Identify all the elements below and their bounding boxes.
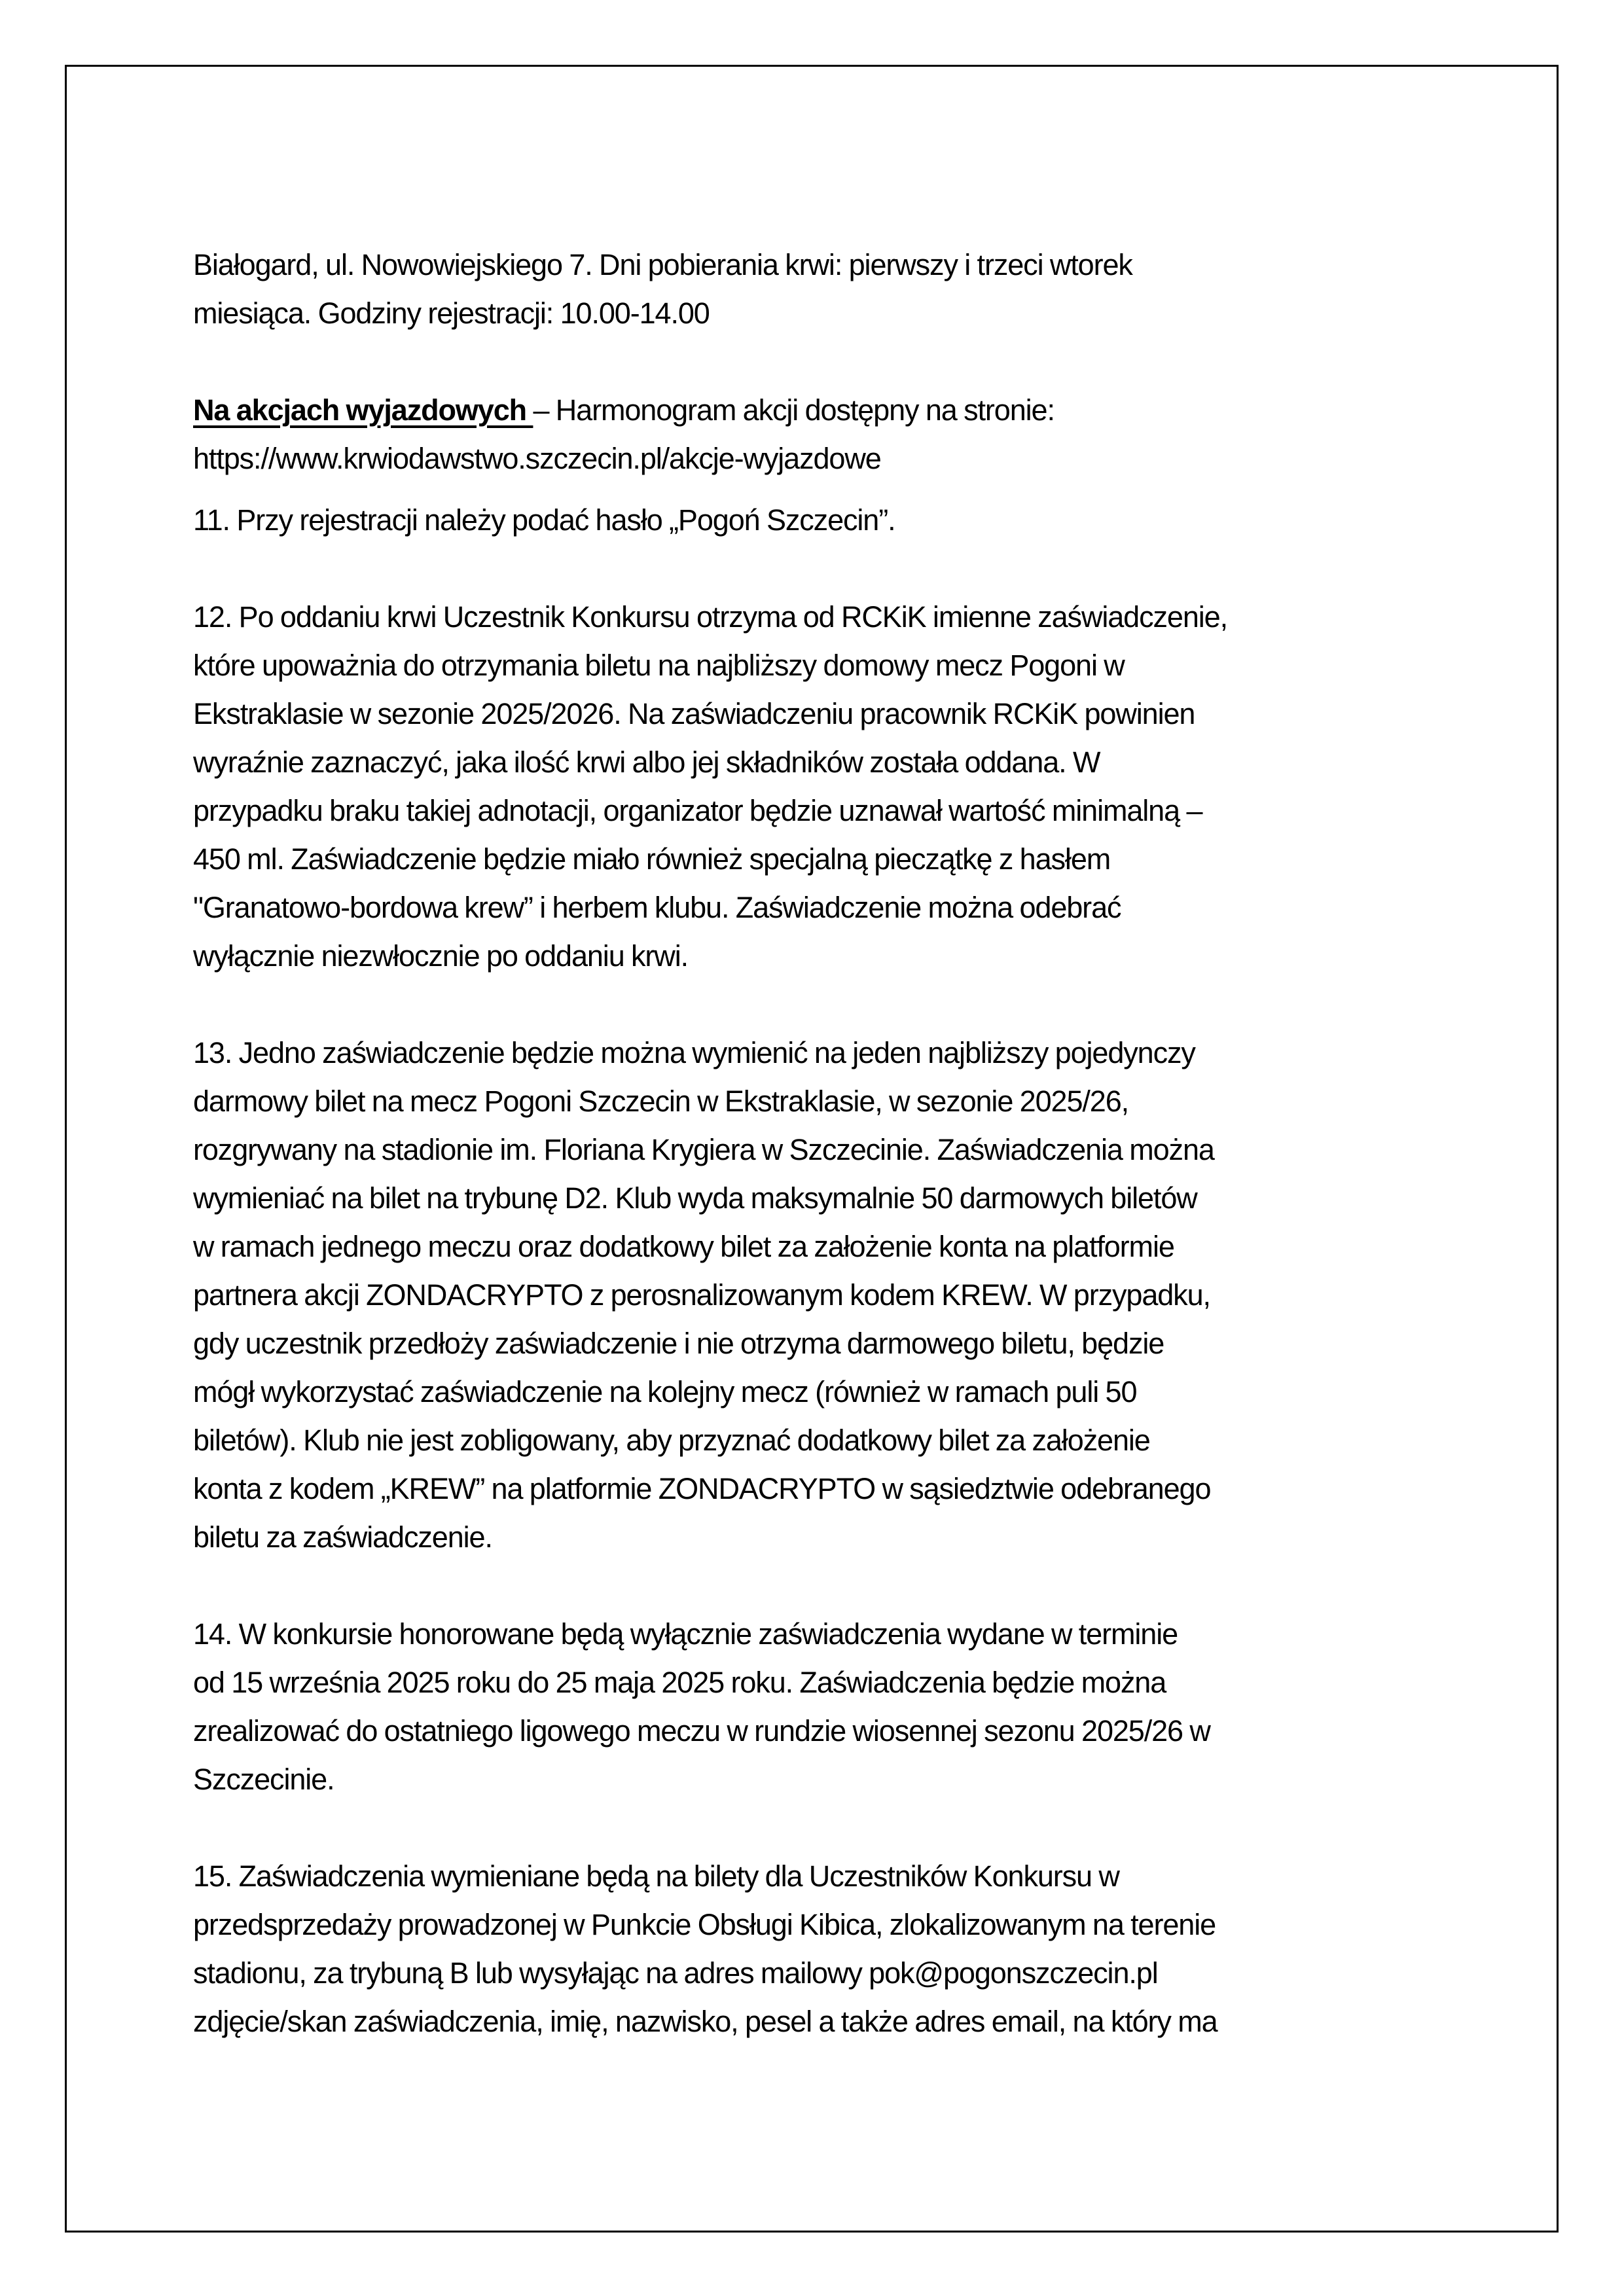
text-line: stadionu, za trybuną B lub wysyłając na adres mailowy pok@pogonszczecin.pl <box>193 1956 1158 1990</box>
section-11 <box>193 496 1476 545</box>
text-line: 12. Po oddaniu krwi Uczestnik Konkursu otrzyma od RCKiK imienne zaświadczenie, <box>193 600 1227 634</box>
section-14 <box>193 1610 1476 1804</box>
text-line: Ekstraklasie w sezonie 2025/2026. Na zaświadczeniu pracownik RCKiK powinien <box>193 697 1195 730</box>
text-line: Białogard, ul. Nowowiejskiego 7. Dni pobierania krwi: pierwszy i trzeci wtorek <box>193 248 1132 281</box>
text-line: wymieniać na bilet na trybunę D2. Klub wyda maksymalnie 50 darmowych biletów <box>193 1181 1197 1215</box>
section-12 <box>193 593 1476 980</box>
text-line: darmowy bilet na mecz Pogoni Szczecin w Ekstraklasie, w sezonie 2025/26, <box>193 1085 1129 1118</box>
text-line: konta z kodem „KREW” na platformie ZONDACRYPTO w sąsiedztwie odebranego <box>193 1472 1211 1505</box>
text-line: które upoważnia do otrzymania biletu na najbliższy domowy mecz Pogoni w <box>193 649 1125 682</box>
text-line: zdjęcie/skan zaświadczenia, imię, nazwisko, pesel a także adres email, na który ma <box>193 2005 1218 2038</box>
text-line: 13. Jedno zaświadczenie będzie można wymienić na jeden najbliższy pojedynczy <box>193 1036 1195 1069</box>
text-line: w ramach jednego meczu oraz dodatkowy bilet za założenie konta na platformie <box>193 1230 1174 1263</box>
text-line: miesiąca. Godziny rejestracji: 10.00-14.00 <box>193 296 710 330</box>
text-line: biletów). Klub nie jest zobligowany, aby przyznać dodatkowy bilet za założenie <box>193 1424 1150 1457</box>
text-line: "Granatowo-bordowa krew” i herbem klubu. Zaświadczenie można odebrać <box>193 891 1121 924</box>
text-line: przedsprzedaży prowadzonej w Punkcie Obsługi Kibica, zlokalizowanym na terenie <box>193 1908 1216 1941</box>
outings-line <box>193 386 1476 435</box>
text-line: 14. W konkursie honorowane będą wyłącznie zaświadczenia wydane w terminie <box>193 1617 1178 1651</box>
text-line: Szczecinie. <box>193 1763 334 1796</box>
outings-paragraph <box>193 386 1476 483</box>
text-line: 450 ml. Zaświadczenie będzie miało również specjalną pieczątkę z hasłem <box>193 842 1111 876</box>
text-line: od 15 września 2025 roku do 25 maja 2025 roku. Zaświadczenia będzie można <box>193 1666 1166 1699</box>
text-line: biletu za zaświadczenie. <box>193 1520 492 1554</box>
document-body <box>193 241 1476 2046</box>
text-line: wyłącznie niezwłocznie po oddaniu krwi. <box>193 939 689 973</box>
section-15 <box>193 1852 1476 2046</box>
text-line: partnera akcji ZONDACRYPTO z perosnalizowanym kodem KREW. W przypadku, <box>193 1278 1210 1312</box>
text-line: mógł wykorzystać zaświadczenie na kolejny mecz (również w ramach puli 50 <box>193 1375 1137 1408</box>
text-line: przypadku braku takiej adnotacji, organizator będzie uznawał wartość minimalną – <box>193 794 1202 827</box>
text-line: wyraźnie zaznaczyć, jaka ilość krwi albo jej składników została oddana. W <box>193 745 1100 779</box>
outings-heading: Na akcjach wyjazdowych <box>193 393 533 427</box>
text-line: rozgrywany na stadionie im. Floriana Krygiera w Szczecinie. Zaświadczenia można <box>193 1133 1214 1166</box>
intro-paragraph <box>193 241 1476 338</box>
text-line: 11. Przy rejestracji należy podać hasło „Pogoń Szczecin”. <box>193 503 895 537</box>
outings-link[interactable]: https://www.krwiodawstwo.szczecin.pl/akcje-wyjazdowe <box>193 442 881 475</box>
text-line: zrealizować do ostatniego ligowego meczu w rundzie wiosennej sezonu 2025/26 w <box>193 1714 1210 1748</box>
section-13 <box>193 1029 1476 1562</box>
text-line: gdy uczestnik przedłoży zaświadczenie i nie otrzyma darmowego biletu, będzie <box>193 1327 1164 1360</box>
text-line: 15. Zaświadczenia wymieniane będą na bilety dla Uczestników Konkursu w <box>193 1859 1119 1893</box>
outings-text: – Harmonogram akcji dostępny na stronie: <box>533 393 1055 427</box>
